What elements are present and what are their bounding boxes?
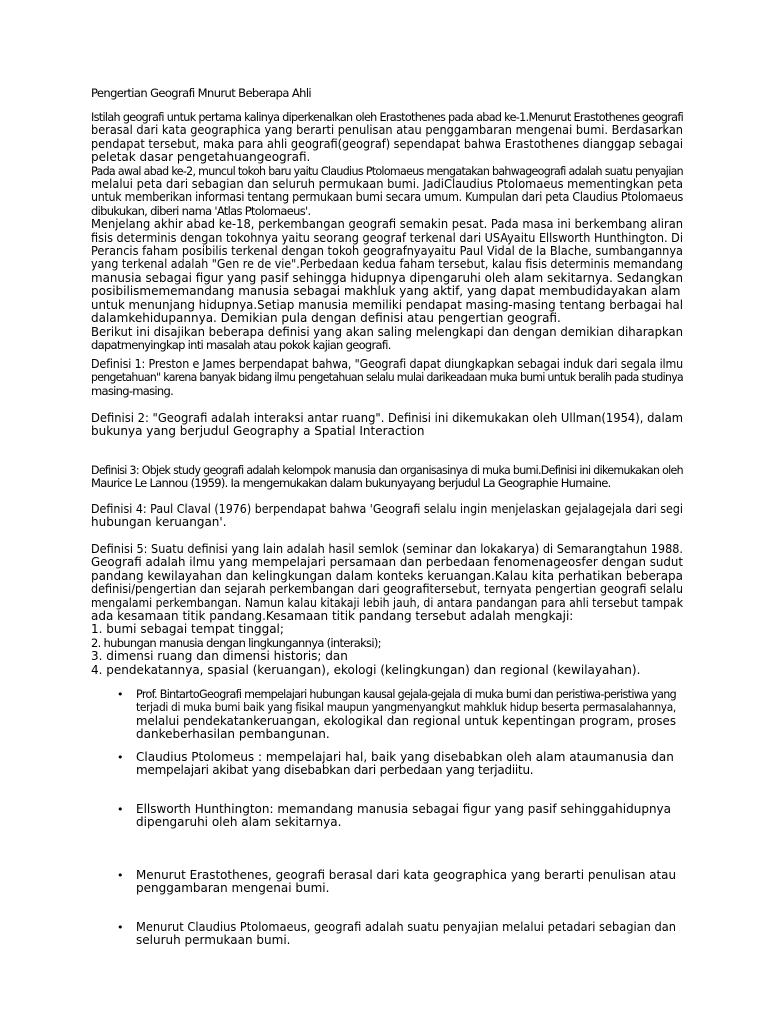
text-line: dipengaruhi oleh alam sekitarnya. [136, 815, 342, 830]
bullet-icon: • [117, 803, 124, 816]
text-line: Ellsworth Hunthington: memandang manusia sebagai figur yang pasif sehinggahidupnya [136, 802, 672, 816]
list-item: 4. pendekatannya, spasial (keruangan), ekologi (kelingkungan) dan regional (kewilayahan). [91, 662, 641, 677]
text-line: Berikut ini disajikan beberapa definisi yang akan saling melengkapi dan dengan demikian diharapkan [91, 324, 684, 339]
bullet-icon: • [117, 869, 124, 882]
text-line: untuk memberikan informasi tentang permukaan bumi secara umum. Kumpulan dari peta Claudius Ptolomaeus [91, 190, 684, 205]
text-line: dankeberhasilan pembangunan. [136, 727, 330, 742]
text-line: Definisi 3: Objek study geografi adalah kelompok manusia dan organisasinya di muka bumi.Definisi ini dikemukakan oleh [91, 463, 683, 477]
text-line: dalamkehidupannya. Demikian pula dengan definisi atau pengertian geografi. [91, 311, 561, 326]
definition-5 [91, 543, 683, 677]
text-line: Maurice Le Lannou (1959). Ia mengemukakan dalam bukunyayang berjudul La Geographie Humaine. [91, 476, 611, 491]
text-line: manusia sebagai figur yang pasif sehingga hidupnya dipengaruhi oleh alam sekitarnya. Sedangkan [91, 270, 683, 285]
text-line: melalui pendekatankeruangan, ekologikal dan regional untuk kepentingan program, proses [136, 713, 676, 728]
text-line: Definisi 1: Preston e James berpendapat bahwa, "Geografi dapat diungkapkan sebagai induk dari segala ilmu [91, 357, 684, 371]
text-line: posibilismememandang manusia sebagai makhluk yang aktif, yang dapat membudidayakan alam [91, 284, 681, 299]
text-line: Menurut Claudius Ptolomaeus, geografi adalah suatu penyajian melalui petadari sebagian dan [136, 920, 676, 934]
text-line: dibukukan, diberi nama 'Atlas Ptolomaeus'. [91, 203, 311, 218]
text-line: Definisi 2: "Geografi adalah interaksi antar ruang". Definisi ini dikemukakan oleh Ullman(1954), dalam [91, 411, 684, 425]
text-line: Claudius Ptolomeus : mempelajari hal, baik yang disebabkan oleh alam ataumanusia dan [136, 750, 674, 764]
text-line: Istilah geografi untuk pertama kalinya diperkenalkan oleh Erastothenes pada abad ke-1.Menurut Erastothenes geografi [91, 110, 684, 124]
text-line: peletak dasar pengetahuangeografi. [91, 150, 311, 165]
definition-3 [91, 464, 683, 491]
text-line: masing-masing. [91, 383, 174, 398]
document-title: Pengertian Geografi Mnurut Beberapa Ahli [91, 86, 312, 100]
text-line: penggambaran mengenai bumi. [136, 881, 330, 896]
text-line: hubungan keruangan'. [91, 515, 227, 530]
text-line: untuk menunjang hidupnya.Setiap manusia memiliki pendapat masing-masing tentang berbagai hal [91, 297, 683, 312]
text-line: mempelajari akibat yang disebabkan dari perbedaan yang terjadiitu. [136, 763, 534, 778]
list-item: 2. hubungan manusia dengan lingkungannya (interaksi); [91, 635, 381, 650]
text-line: pendapat tersebut, maka para ahli geografi(geograf) sependapat bahwa Erastothenes dianggap sebagai [91, 136, 684, 151]
text-line: dapatmenyingkap inti masalah atau pokok kajian geografi. [91, 337, 391, 352]
text-line: Perancis faham posibilis terkenal dengan tokoh geografnyayaitu Paul Vidal de la Blache, sumbangannya [91, 244, 683, 259]
text-line: Definisi 5: Suatu definisi yang lain adalah hasil semlok (seminar dan lokakarya) di Semarangtahun 1988. [91, 542, 683, 556]
list-item: 3. dimensi ruang dan dimensi historis; dan [91, 649, 348, 664]
list-item: 1. bumi sebagai tempat tinggal; [91, 622, 284, 637]
text-line: Pada awal abad ke-2, muncul tokoh baru yaitu Claudius Ptolomaeus mengatakan bahwageografi adalah suatu penyajian [91, 163, 684, 178]
text-line: pengetahuan" karena banyak bidang ilmu pengetahuan selalu mulai darikeadaan muka bumi untuk beralih pada studinya [91, 370, 683, 385]
text-line: terjadi di muka bumi baik yang fisikal maupun yangmenyangkut mahkluk hidup beserta permasalahannya, [136, 700, 676, 715]
text-line: seluruh permukaan bumi. [136, 933, 291, 948]
text-line: fisis determinis dengan tokohnya yaitu seorang geograf terkenal dari USAyaitu Ellsworth Hunthington. Di [91, 230, 683, 245]
definition-1 [91, 358, 683, 398]
text-line: Prof. BintartoGeografi mempelajari hubungan kausal gejala-gejala di muka bumi dan peristiwa-peristiwa yang [136, 687, 676, 701]
text-line: mengalami perkembangan. Namun kalau kitakaji lebih jauh, di antara pandangan para ahli tersebut tampak [91, 595, 683, 610]
definition-4 [91, 503, 683, 530]
text-line: Menurut Erastothenes, geografi berasal dari kata geographica yang berarti penulisan atau [136, 868, 677, 882]
text-line: Menjelang akhir abad ke-18, perkembangan geografi semakin pesat. Pada masa ini berkembang aliran [91, 217, 684, 232]
bullet-icon: • [117, 921, 124, 934]
text-line: berasal dari kata geographica yang berarti penulisan atau penggambaran mengenai bumi. Berdasarkan [91, 123, 683, 138]
text-line: bukunya yang berjudul Geography a Spatial Interaction [91, 424, 425, 439]
text-line: definisi/pengertian dan sejarah perkembangan dari geografitersebut, ternyata pengertian geografi selalu [91, 582, 684, 597]
text-line: yang terkenal adalah "Gen re de vie".Perbedaan kedua faham tersebut, kalau fisis determinis memandang [91, 257, 683, 272]
intro-paragraph [91, 111, 683, 352]
text-line: ada kesamaan titik pandang.Kesamaan titik pandang tersebut adalah mengkaji: [91, 609, 574, 624]
text-line: pandang kewilayahan dan kelingkungan dalam konteks keruangan.Kalau kita perhatikan beberapa [91, 568, 683, 583]
text-line: Definisi 4: Paul Claval (1976) berpendapat bahwa 'Geografi selalu ingin menjelaskan gejalagejala dari segi [91, 502, 683, 516]
definition-2 [91, 412, 683, 439]
text-line: melalui peta dari sebagian dan seluruh permukaan bumi. JadiClaudius Ptolomaeus mementingkan peta [91, 177, 683, 192]
bullet-icon: • [117, 688, 124, 701]
text-line: Geografi adalah ilmu yang mempelajari persamaan dan perbedaan fenomenageosfer dengan sudut [91, 555, 684, 570]
bullet-icon: • [117, 751, 124, 764]
